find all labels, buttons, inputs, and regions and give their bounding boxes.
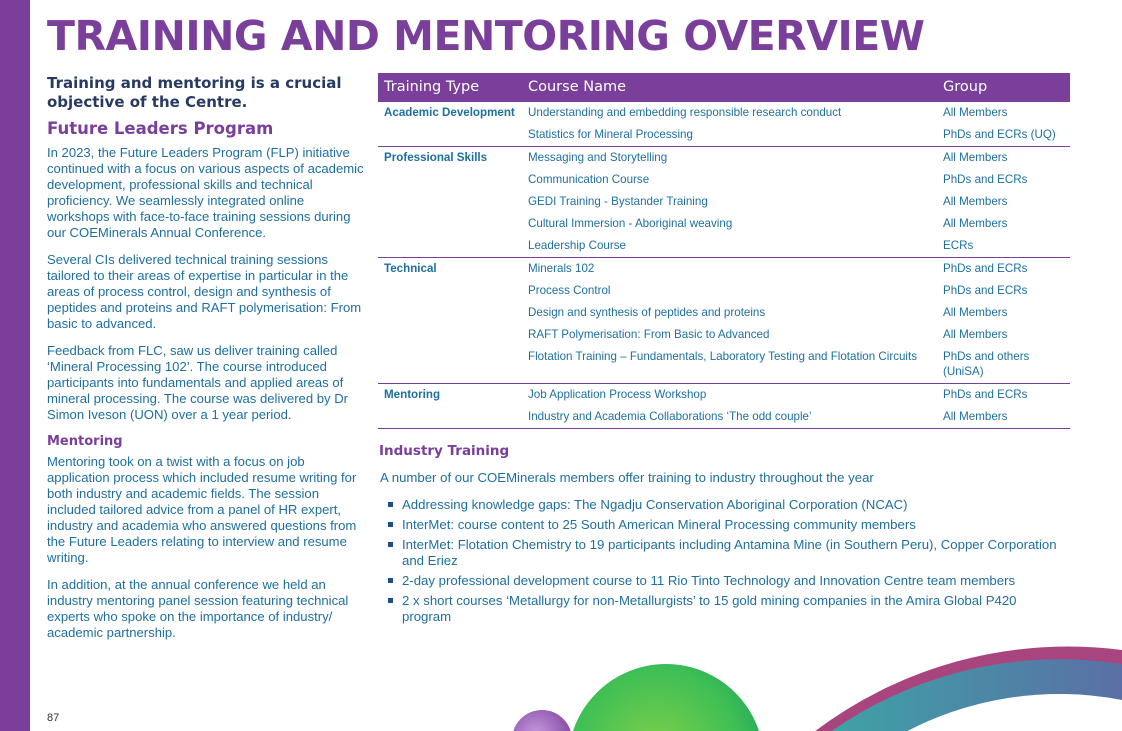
group-academic-development <box>378 102 1070 147</box>
course-cell: RAFT Polymerisation: From Basic to Advanced <box>528 328 770 341</box>
training-type-cell: Professional Skills <box>378 147 522 170</box>
list-item <box>379 573 1069 589</box>
group-cell: PhDs and ECRs <box>943 173 1028 186</box>
bullet-icon <box>388 502 393 507</box>
bullet-icon <box>388 578 393 583</box>
flp-paragraph-2: Several CIs delivered technical training sessions tailored to their areas of expertise in particular in the areas of process control, design and synthesis of peptides and proteins and RAFT polymerisation: From basic to advanced. <box>47 252 362 331</box>
bullet-text: 2-day professional development course to 11 Rio Tinto Technology and Innovation Centre team members <box>402 573 1016 588</box>
arc-outer <box>810 646 1122 731</box>
table-row <box>378 384 1070 407</box>
course-cell: Process Control <box>528 284 611 297</box>
training-type-cell: Academic Development <box>378 102 522 125</box>
lead-statement: Training and mentoring is a crucial objective of the Centre. <box>47 74 342 111</box>
header-group: Group <box>937 73 1070 102</box>
group-cell: PhDs and ECRs <box>943 284 1028 297</box>
course-cell: Job Application Process Workshop <box>522 384 937 407</box>
table-row <box>378 191 1070 213</box>
training-type-cell: Mentoring <box>378 384 522 407</box>
industry-intro: A number of our COEMinerals members offer training to industry throughout the year <box>380 470 874 485</box>
flp-paragraph-3: Feedback from FLC, saw us deliver training called ‘Mineral Processing 102’. The course introduced participants into fundamentals and applied areas of mineral processing. The course was delivered by Dr Simon Iveson (UON) over a 1 year period. <box>47 343 349 422</box>
table-row <box>378 258 1070 281</box>
table-row <box>378 406 1070 429</box>
course-cell: Cultural Immersion - Aboriginal weaving <box>528 217 733 230</box>
course-cell: Minerals 102 <box>522 258 937 281</box>
industry-bullet-list <box>379 497 1069 625</box>
group-cell: All Members <box>937 406 1070 429</box>
table-header-row <box>378 73 1070 102</box>
group-cell: All Members <box>943 195 1008 208</box>
table-row <box>378 235 1070 258</box>
flp-heading: Future Leaders Program <box>47 119 274 138</box>
list-item <box>379 497 1069 513</box>
group-mentoring <box>378 384 1070 429</box>
group-cell: PhDs and ECRs <box>937 258 1070 281</box>
group-cell: All Members <box>943 328 1008 341</box>
table-row <box>378 147 1070 170</box>
header-training-type: Training Type <box>378 73 522 102</box>
table-row <box>378 280 1070 302</box>
mentoring-paragraph-2: In addition, at the annual conference we held an industry mentoring panel session featuring technical experts who spoke on the importance of industry/ academic partnership. <box>47 577 349 640</box>
bullet-text: InterMet: Flotation Chemistry to 19 participants including Antamina Mine (in Southern Peru), Copper Corporation and Eriez <box>402 537 1057 568</box>
course-cell: Messaging and Storytelling <box>522 147 937 170</box>
group-cell: All Members <box>943 306 1008 319</box>
table-row <box>378 213 1070 235</box>
course-cell: Statistics for Mineral Processing <box>528 128 693 141</box>
list-item <box>379 537 1069 569</box>
arc-inner <box>826 659 1122 731</box>
green-sphere <box>568 664 764 731</box>
flp-paragraph-1: In 2023, the Future Leaders Program (FLP) initiative continued with a focus on various aspects of academic development, professional skills and technical proficiency. We seamlessly integrated online workshops with face-to-face training sessions during our COEMinerals Annual Conference. <box>47 145 364 240</box>
group-cell: All Members <box>937 102 1070 125</box>
list-item <box>379 517 1069 533</box>
table-row <box>378 169 1070 191</box>
left-column <box>47 74 365 652</box>
purple-sphere <box>512 710 572 731</box>
arc-hole <box>900 694 1122 731</box>
group-cell: PhDs and ECRs <box>937 384 1070 407</box>
bullet-icon <box>388 522 393 527</box>
page-number: 87 <box>47 712 60 724</box>
industry-training-section <box>379 443 1069 629</box>
table-row <box>378 102 1070 125</box>
list-item <box>379 593 1069 625</box>
table-row <box>378 124 1070 147</box>
bullet-text: Addressing knowledge gaps: The Ngadju Conservation Aboriginal Corporation (NCAC) <box>402 497 908 512</box>
industry-training-heading: Industry Training <box>379 443 510 459</box>
group-cell: PhDs and others (UniSA) <box>943 350 1030 378</box>
course-cell: Leadership Course <box>528 239 626 252</box>
course-cell: Communication Course <box>528 173 650 186</box>
group-cell: ECRs <box>943 239 974 252</box>
table-row <box>378 324 1070 346</box>
left-accent-bar <box>0 0 30 731</box>
bullet-text: 2 x short courses ‘Metallurgy for non-Metallurgists’ to 15 gold mining companies in the Amira Global P420 program <box>402 593 1017 624</box>
course-cell: Design and synthesis of peptides and proteins <box>528 306 766 319</box>
page-title: TRAINING AND MENTORING OVERVIEW <box>47 12 925 60</box>
table-row <box>378 302 1070 324</box>
group-cell: All Members <box>943 217 1008 230</box>
bullet-text: InterMet: course content to 25 South American Mineral Processing community members <box>402 517 916 532</box>
course-cell: GEDI Training - Bystander Training <box>528 195 708 208</box>
table-row <box>378 346 1070 384</box>
mentoring-heading: Mentoring <box>47 434 123 449</box>
group-technical <box>378 258 1070 384</box>
course-cell: Understanding and embedding responsible research conduct <box>522 102 937 125</box>
training-table <box>378 73 1070 429</box>
group-cell: PhDs and ECRs (UQ) <box>943 128 1056 141</box>
bullet-icon <box>388 542 393 547</box>
group-professional-skills <box>378 147 1070 258</box>
training-type-cell: Technical <box>378 258 522 281</box>
group-cell: All Members <box>937 147 1070 170</box>
course-cell: Industry and Academia Collaborations ‘The odd couple’ <box>522 406 937 429</box>
bullet-icon <box>388 598 393 603</box>
header-course-name: Course Name <box>522 73 937 102</box>
course-cell: Flotation Training – Fundamentals, Laboratory Testing and Flotation Circuits <box>528 350 918 363</box>
mentoring-paragraph-1: Mentoring took on a twist with a focus on job application process which included resume writing for both industry and academic fields. The session included tailored advice from a panel of HR expert, industry and academia who answered questions from the Future Leaders relating to interview and resume writing. <box>47 454 357 565</box>
